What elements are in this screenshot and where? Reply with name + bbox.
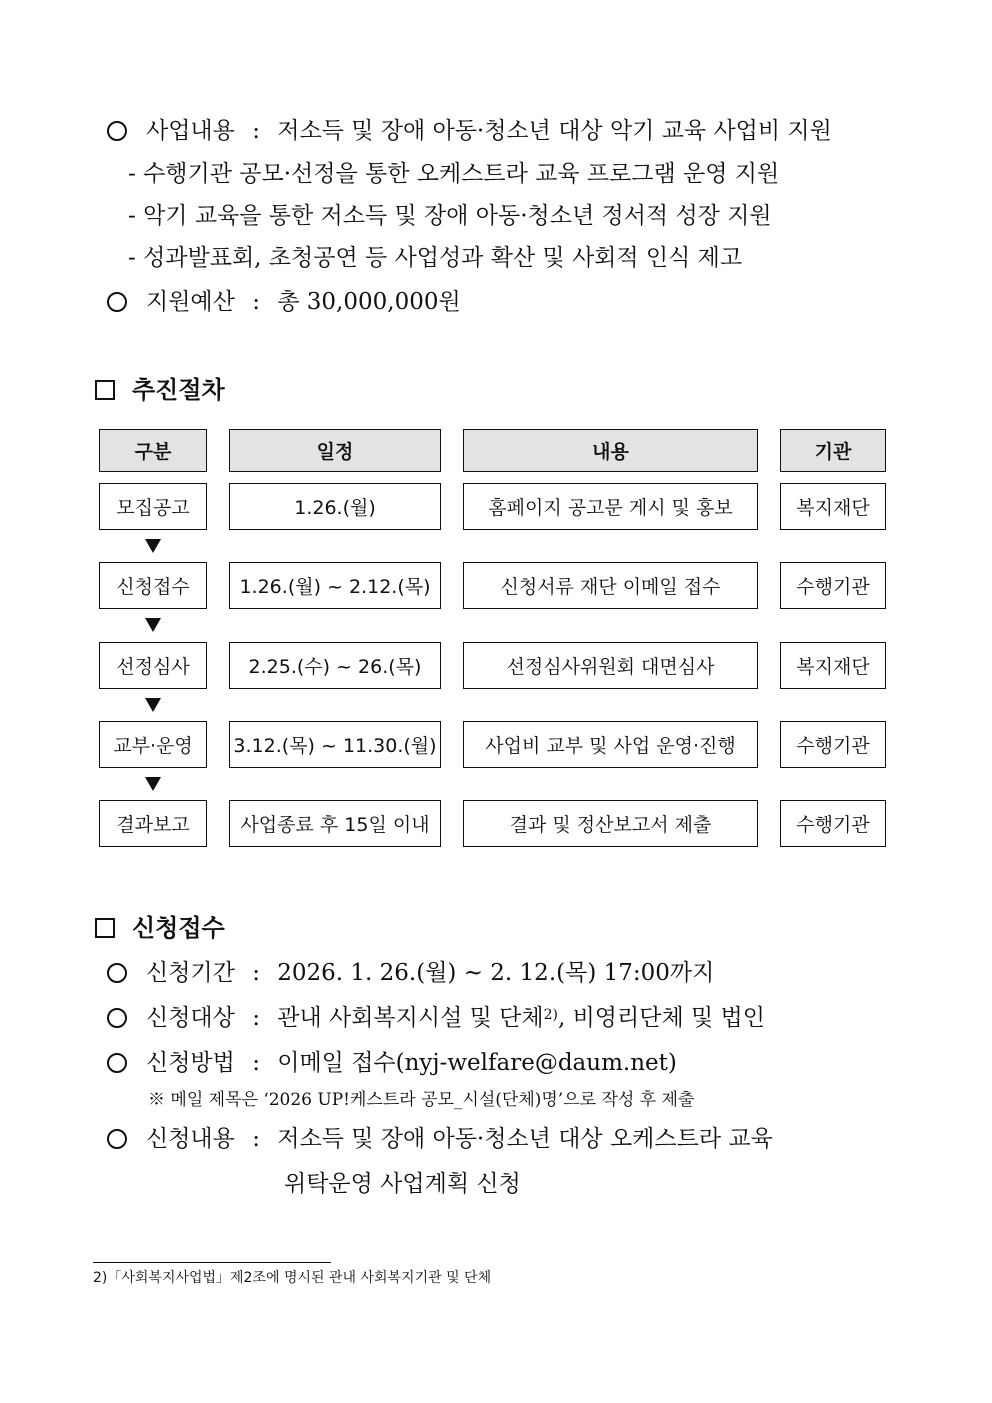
overview-content-text: 저소득 및 장애 아동·청소년 대상 악기 교육 사업비 지원 bbox=[277, 118, 832, 144]
application-content-text-1: 저소득 및 장애 아동·청소년 대상 오케스트라 교육 bbox=[277, 1126, 773, 1152]
date-cell: 1.26.(월) bbox=[229, 483, 441, 530]
date-cell: 2.25.(수) ~ 26.(목) bbox=[229, 642, 441, 689]
target-label: 신청대상 bbox=[146, 1005, 235, 1031]
application-title: 신청접수 bbox=[132, 913, 225, 942]
overview-content-line bbox=[146, 116, 832, 146]
content-cell: 사업비 교부 및 사업 운영·진행 bbox=[463, 721, 758, 768]
application-target-line bbox=[146, 1003, 765, 1033]
stage-cell: 모집공고 bbox=[99, 483, 207, 530]
overview-bullet: - 수행기관 공모·선정을 통한 오케스트라 교육 프로그램 운영 지원 bbox=[128, 161, 780, 187]
down-arrow-icon bbox=[145, 539, 161, 553]
header-stage: 구분 bbox=[99, 429, 207, 472]
header-content: 내용 bbox=[463, 429, 758, 472]
overview-bullet: - 성과발표회, 초청공연 등 사업성과 확산 및 사회적 인식 제고 bbox=[128, 245, 743, 271]
separator: : bbox=[252, 1050, 260, 1076]
method-text: 이메일 접수(nyj-welfare@daum.net) bbox=[277, 1050, 677, 1076]
date-cell: 3.12.(목) ~ 11.30.(월) bbox=[229, 721, 441, 768]
footnote-divider bbox=[93, 1262, 331, 1263]
org-cell: 복지재단 bbox=[780, 642, 886, 689]
overview-content-label: 사업내용 bbox=[146, 118, 235, 144]
down-arrow-icon bbox=[145, 618, 161, 632]
period-label: 신청기간 bbox=[146, 960, 235, 986]
content-cell: 선정심사위원회 대면심사 bbox=[463, 642, 758, 689]
stage-cell: 선정심사 bbox=[99, 642, 207, 689]
separator: : bbox=[252, 960, 260, 986]
square-bullet-icon bbox=[95, 918, 115, 938]
stage-cell: 신청접수 bbox=[99, 562, 207, 609]
org-cell: 복지재단 bbox=[780, 483, 886, 530]
header-date: 일정 bbox=[229, 429, 441, 472]
content-cell: 결과 및 정산보고서 제출 bbox=[463, 800, 758, 847]
date-cell: 사업종료 후 15일 이내 bbox=[229, 800, 441, 847]
budget-label: 지원예산 bbox=[146, 289, 235, 315]
circle-bullet-icon bbox=[107, 292, 127, 312]
application-content-text-2: 위탁운영 사업계획 신청 bbox=[284, 1171, 521, 1197]
circle-bullet-icon bbox=[107, 1129, 127, 1149]
down-arrow-icon bbox=[145, 698, 161, 712]
application-content-label: 신청내용 bbox=[146, 1126, 235, 1152]
circle-bullet-icon bbox=[107, 1053, 127, 1073]
overview-budget-line bbox=[146, 287, 461, 317]
overview-bullet: - 악기 교육을 통한 저소득 및 장애 아동·청소년 정서적 성장 지원 bbox=[128, 203, 772, 229]
target-text-b: , 비영리단체 및 법인 bbox=[557, 1005, 765, 1031]
period-text: 2026. 1. 26.(월) ~ 2. 12.(목) 17:00까지 bbox=[277, 960, 715, 986]
procedure-title: 추진절차 bbox=[132, 375, 225, 404]
separator: : bbox=[252, 1005, 260, 1031]
stage-cell: 교부·운영 bbox=[99, 721, 207, 768]
circle-bullet-icon bbox=[107, 121, 127, 141]
target-text-a: 관내 사회복지시설 및 단체 bbox=[277, 1005, 544, 1031]
budget-text: 총 30,000,000원 bbox=[277, 289, 461, 315]
footnote: 2)「사회복지사업법」제2조에 명시된 관내 사회복지기관 및 단체 bbox=[93, 1270, 492, 1286]
separator: : bbox=[252, 1126, 260, 1152]
separator: : bbox=[252, 118, 260, 144]
header-org: 기관 bbox=[780, 429, 886, 472]
org-cell: 수행기관 bbox=[780, 562, 886, 609]
org-cell: 수행기관 bbox=[780, 800, 886, 847]
method-note: ※ 메일 제목은 ‘2026 UP!케스트라 공모_시설(단체)명’으로 작성 후 제출 bbox=[148, 1090, 695, 1110]
org-cell: 수행기관 bbox=[780, 721, 886, 768]
separator: : bbox=[252, 289, 260, 315]
application-period-line bbox=[146, 958, 714, 988]
application-content-line bbox=[146, 1124, 773, 1154]
down-arrow-icon bbox=[145, 777, 161, 791]
content-cell: 홈페이지 공고문 게시 및 홍보 bbox=[463, 483, 758, 530]
circle-bullet-icon bbox=[107, 1008, 127, 1028]
method-label: 신청방법 bbox=[146, 1050, 235, 1076]
footnote-ref: 2) bbox=[543, 1007, 558, 1023]
square-bullet-icon bbox=[95, 380, 115, 400]
stage-cell: 결과보고 bbox=[99, 800, 207, 847]
content-cell: 신청서류 재단 이메일 접수 bbox=[463, 562, 758, 609]
application-method-line bbox=[146, 1048, 677, 1078]
date-cell: 1.26.(월) ~ 2.12.(목) bbox=[229, 562, 441, 609]
circle-bullet-icon bbox=[107, 963, 127, 983]
